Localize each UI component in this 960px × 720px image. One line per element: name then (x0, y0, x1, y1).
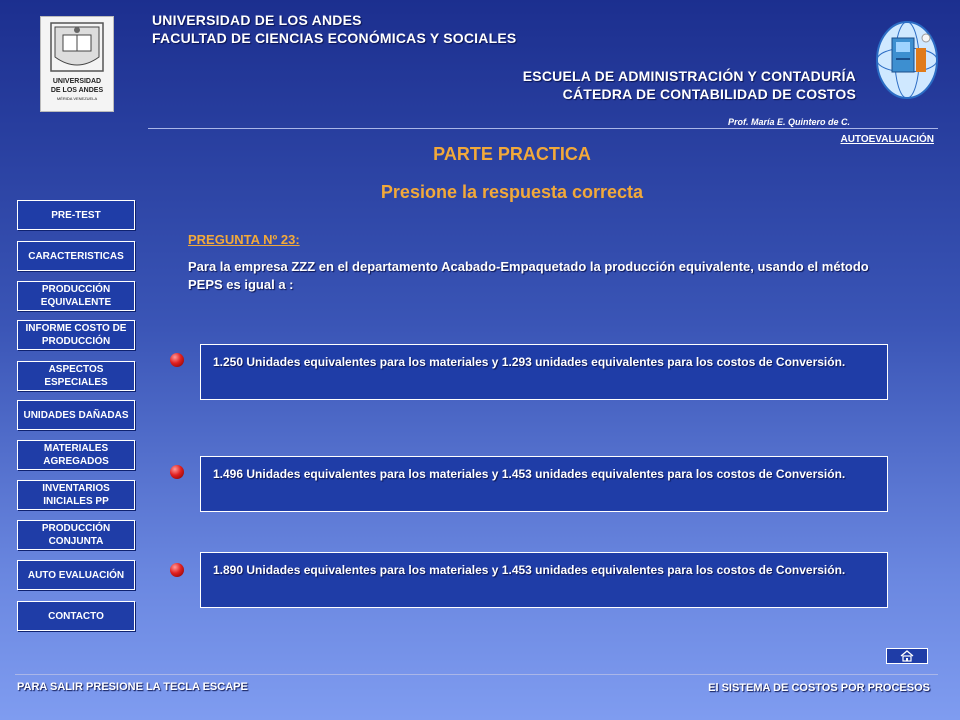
logo-line3: MÉRIDA VENEZUELA (56, 96, 98, 101)
nav-label: ASPECTOS ESPECIALES (44, 364, 108, 388)
answer-text: 1.250 Unidades equivalentes para los materiales y 1.293 unidades equivalentes para los costos de Conversión. (213, 355, 846, 369)
nav-auto-evaluacion[interactable] (17, 560, 135, 590)
page-title: PARTE PRACTICA (433, 144, 591, 164)
system-name: El SISTEMA DE COSTOS POR PROCESOS (708, 682, 930, 694)
nav-label: AUTO EVALUACIÓN (27, 569, 125, 581)
nav-label: PRODUCCIÓN EQUIVALENTE (40, 284, 112, 308)
home-button[interactable] (886, 648, 928, 664)
question-text: Para la empresa ZZZ en el departamento Acabado-Empaquetado la producción equivalente, usando el método PEPS es igual a : (188, 259, 869, 292)
footer-rule (15, 674, 938, 675)
nav-contacto[interactable] (17, 601, 135, 631)
logo-line2: DE LOS ANDES (50, 87, 104, 94)
nav-label: PRODUCCIÓN CONJUNTA (41, 523, 111, 547)
nav-label: MATERIALES AGREGADOS (43, 443, 109, 467)
section-label: AUTOEVALUACIÓN (840, 134, 934, 145)
nav-label: CONTACTO (48, 610, 104, 622)
nav-label: CARACTERISTICAS (28, 250, 124, 262)
nav-label: UNIDADES DAÑADAS (23, 409, 129, 421)
red-sphere-bullet-icon (170, 353, 184, 367)
nav-produccion-conjunta[interactable] (17, 520, 135, 550)
nav-inventarios-iniciales[interactable] (17, 480, 135, 510)
header-rule (148, 128, 938, 129)
red-sphere-bullet-icon (170, 563, 184, 577)
answer-option-1[interactable] (200, 344, 888, 400)
nav-materiales-agregados[interactable] (17, 440, 135, 470)
answer-option-2[interactable] (200, 456, 888, 512)
nav-unidades-danadas[interactable] (17, 400, 135, 430)
professor-name: Prof. María E. Quintero de C. (727, 117, 850, 127)
answer-text: 1.496 Unidades equivalentes para los materiales y 1.453 unidades equivalentes para los costos de Conversión. (213, 467, 846, 481)
globe-computer-icon (872, 18, 942, 106)
red-sphere-bullet-icon (170, 465, 184, 479)
answer-text: 1.890 Unidades equivalentes para los materiales y 1.453 unidades equivalentes para los costos de Conversión. (213, 563, 846, 577)
nav-caracteristicas[interactable] (17, 241, 135, 271)
page-subtitle: Presione la respuesta correcta (380, 182, 644, 202)
university-name: UNIVERSIDAD DE LOS ANDES (152, 12, 362, 28)
faculty-name: FACULTAD DE CIENCIAS ECONÓMICAS Y SOCIALES (152, 30, 517, 46)
nav-informe-costo[interactable] (17, 320, 135, 350)
exit-hint: PARA SALIR PRESIONE LA TECLA ESCAPE (17, 681, 248, 693)
home-icon (900, 650, 914, 662)
chair-name: CÁTEDRA DE CONTABILIDAD DE COSTOS (562, 86, 856, 102)
university-logo (40, 16, 114, 112)
nav-label: INVENTARIOS INICIALES PP (42, 483, 110, 507)
nav-produccion-equivalente[interactable] (17, 281, 135, 311)
answer-option-3[interactable] (200, 552, 888, 608)
nav-label: INFORME COSTO DE PRODUCCIÓN (25, 323, 127, 347)
nav-aspectos-especiales[interactable] (17, 361, 135, 391)
logo-line1: UNIVERSIDAD (52, 78, 102, 85)
nav-label: PRE-TEST (51, 209, 101, 221)
school-name: ESCUELA DE ADMINISTRACIÓN Y CONTADURÍA (522, 68, 856, 84)
question-title: PREGUNTA Nº 23: (188, 232, 300, 247)
nav-pre-test[interactable] (17, 200, 135, 230)
